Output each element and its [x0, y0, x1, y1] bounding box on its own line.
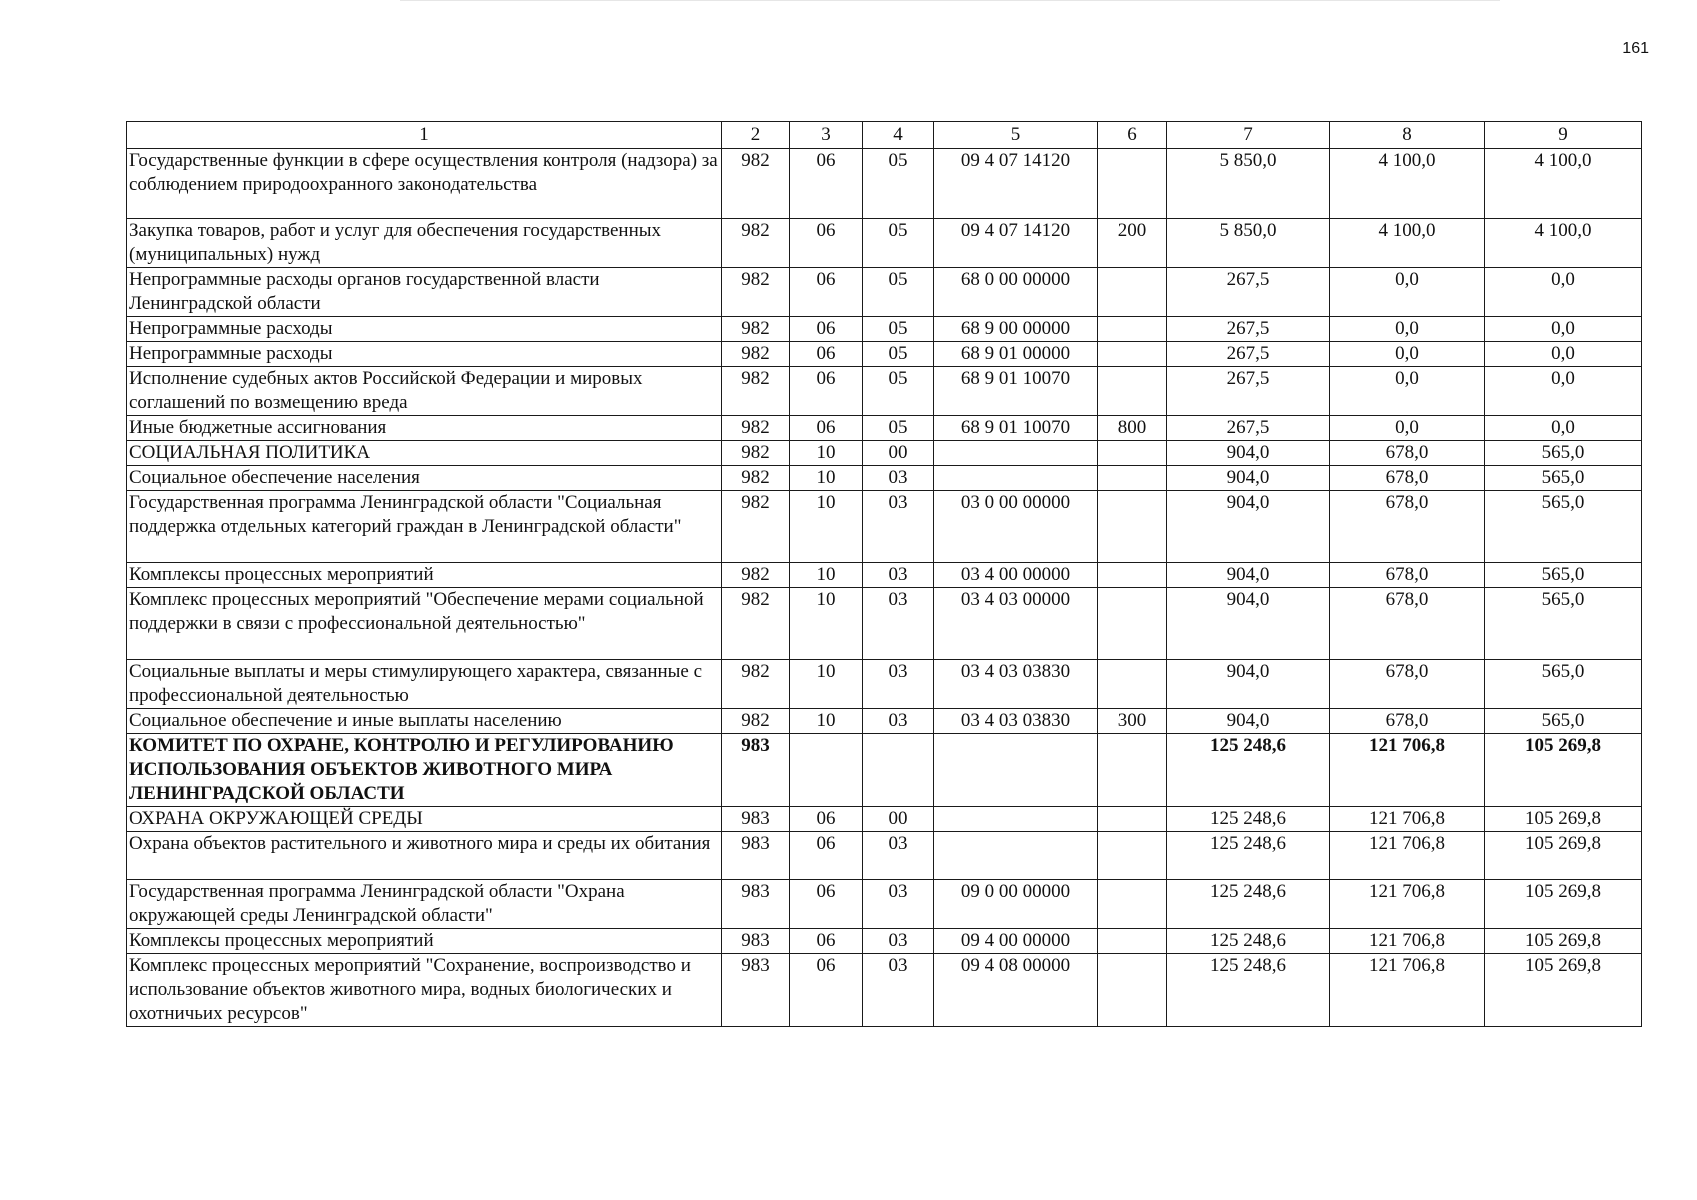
header-cell: 5 [934, 122, 1098, 149]
table-row [127, 954, 1642, 1027]
row-value-year2: 121 706,8 [1330, 807, 1485, 832]
table-row [127, 268, 1642, 317]
row-target-article: 03 4 03 00000 [934, 588, 1098, 660]
row-value-year1: 5 850,0 [1167, 149, 1330, 219]
row-value-year1: 267,5 [1167, 342, 1330, 367]
table-row [127, 929, 1642, 954]
table-row [127, 416, 1642, 441]
row-value-year1: 125 248,6 [1167, 807, 1330, 832]
row-value-year3: 0,0 [1485, 342, 1642, 367]
row-expense-type [1098, 491, 1167, 563]
row-name: Комплекс процессных мероприятий "Сохранение, воспроизводство и использование объектов животного мира, водных биологических и охотничьих ресурсов" [127, 954, 722, 1027]
row-name: Комплексы процессных мероприятий [127, 563, 722, 588]
row-value-year3: 105 269,8 [1485, 807, 1642, 832]
header-cell: 3 [790, 122, 863, 149]
row-name: СОЦИАЛЬНАЯ ПОЛИТИКА [127, 441, 722, 466]
row-name: Комплексы процессных мероприятий [127, 929, 722, 954]
row-expense-type [1098, 807, 1167, 832]
row-expense-type [1098, 441, 1167, 466]
row-admin-code: 982 [722, 367, 790, 416]
row-target-article: 68 9 00 00000 [934, 317, 1098, 342]
row-value-year2: 121 706,8 [1330, 880, 1485, 929]
row-target-article [934, 832, 1098, 880]
row-value-year2: 0,0 [1330, 268, 1485, 317]
row-target-article: 68 9 01 00000 [934, 342, 1098, 367]
row-target-article: 09 0 00 00000 [934, 880, 1098, 929]
row-value-year3: 105 269,8 [1485, 832, 1642, 880]
row-target-article: 03 0 00 00000 [934, 491, 1098, 563]
row-value-year1: 267,5 [1167, 317, 1330, 342]
table-row [127, 219, 1642, 268]
row-value-year3: 0,0 [1485, 317, 1642, 342]
row-value-year3: 565,0 [1485, 491, 1642, 563]
row-value-year1: 267,5 [1167, 268, 1330, 317]
row-target-article: 09 4 07 14120 [934, 219, 1098, 268]
row-value-year1: 904,0 [1167, 660, 1330, 709]
row-expense-type [1098, 734, 1167, 807]
row-section: 10 [790, 491, 863, 563]
row-subsection: 03 [863, 563, 934, 588]
table-row [127, 491, 1642, 563]
table-row [127, 709, 1642, 734]
row-subsection: 03 [863, 832, 934, 880]
row-target-article [934, 807, 1098, 832]
row-expense-type [1098, 563, 1167, 588]
header-cell: 4 [863, 122, 934, 149]
row-value-year3: 565,0 [1485, 466, 1642, 491]
row-admin-code: 982 [722, 342, 790, 367]
row-admin-code: 982 [722, 219, 790, 268]
row-admin-code: 982 [722, 709, 790, 734]
row-value-year1: 904,0 [1167, 466, 1330, 491]
row-section: 06 [790, 416, 863, 441]
row-expense-type: 300 [1098, 709, 1167, 734]
table-row [127, 734, 1642, 807]
table-row [127, 660, 1642, 709]
row-subsection: 05 [863, 149, 934, 219]
row-value-year1: 125 248,6 [1167, 929, 1330, 954]
row-section: 06 [790, 219, 863, 268]
row-subsection: 05 [863, 317, 934, 342]
row-target-article [934, 441, 1098, 466]
table-row [127, 367, 1642, 416]
table-row [127, 149, 1642, 219]
row-value-year2: 121 706,8 [1330, 832, 1485, 880]
row-admin-code: 982 [722, 149, 790, 219]
row-value-year3: 4 100,0 [1485, 149, 1642, 219]
row-target-article: 09 4 08 00000 [934, 954, 1098, 1027]
row-target-article [934, 466, 1098, 491]
row-admin-code: 982 [722, 416, 790, 441]
row-value-year1: 125 248,6 [1167, 954, 1330, 1027]
row-admin-code: 982 [722, 660, 790, 709]
row-value-year2: 678,0 [1330, 491, 1485, 563]
header-row [127, 122, 1642, 149]
row-subsection: 05 [863, 367, 934, 416]
row-value-year3: 565,0 [1485, 709, 1642, 734]
row-subsection [863, 734, 934, 807]
row-value-year3: 105 269,8 [1485, 954, 1642, 1027]
row-subsection: 00 [863, 807, 934, 832]
row-value-year1: 125 248,6 [1167, 832, 1330, 880]
row-section: 10 [790, 588, 863, 660]
row-section: 10 [790, 441, 863, 466]
row-subsection: 03 [863, 880, 934, 929]
row-value-year2: 678,0 [1330, 441, 1485, 466]
row-admin-code: 983 [722, 954, 790, 1027]
row-section: 06 [790, 807, 863, 832]
row-value-year3: 4 100,0 [1485, 219, 1642, 268]
table-row [127, 807, 1642, 832]
row-subsection: 03 [863, 466, 934, 491]
row-subsection: 05 [863, 342, 934, 367]
row-section: 06 [790, 342, 863, 367]
row-value-year2: 4 100,0 [1330, 149, 1485, 219]
row-subsection: 03 [863, 954, 934, 1027]
budget-table [126, 121, 1642, 1027]
row-subsection: 05 [863, 219, 934, 268]
row-target-article: 68 0 00 00000 [934, 268, 1098, 317]
row-value-year2: 678,0 [1330, 660, 1485, 709]
row-target-article: 03 4 03 03830 [934, 660, 1098, 709]
row-subsection: 05 [863, 268, 934, 317]
row-expense-type [1098, 466, 1167, 491]
row-name: Государственные функции в сфере осуществления контроля (надзора) за соблюдением природоохранного законодательства [127, 149, 722, 219]
row-name: Исполнение судебных актов Российской Федерации и мировых соглашений по возмещению вреда [127, 367, 722, 416]
row-name: Охрана объектов растительного и животного мира и среды их обитания [127, 832, 722, 880]
row-section: 10 [790, 660, 863, 709]
row-name: Непрограммные расходы [127, 317, 722, 342]
row-name: Непрограммные расходы [127, 342, 722, 367]
row-expense-type [1098, 367, 1167, 416]
row-section: 06 [790, 317, 863, 342]
row-expense-type [1098, 149, 1167, 219]
row-value-year3: 105 269,8 [1485, 880, 1642, 929]
row-expense-type [1098, 588, 1167, 660]
row-value-year2: 121 706,8 [1330, 954, 1485, 1027]
row-name: ОХРАНА ОКРУЖАЮЩЕЙ СРЕДЫ [127, 807, 722, 832]
row-value-year3: 565,0 [1485, 588, 1642, 660]
row-target-article: 68 9 01 10070 [934, 416, 1098, 441]
row-value-year1: 267,5 [1167, 416, 1330, 441]
row-target-article: 03 4 03 03830 [934, 709, 1098, 734]
row-expense-type: 800 [1098, 416, 1167, 441]
row-value-year2: 678,0 [1330, 588, 1485, 660]
row-value-year1: 904,0 [1167, 588, 1330, 660]
row-admin-code: 982 [722, 466, 790, 491]
row-name: Государственная программа Ленинградской области "Охрана окружающей среды Ленинградской области" [127, 880, 722, 929]
row-value-year1: 125 248,6 [1167, 734, 1330, 807]
row-expense-type [1098, 660, 1167, 709]
row-expense-type [1098, 342, 1167, 367]
row-target-article: 68 9 01 10070 [934, 367, 1098, 416]
row-section: 06 [790, 954, 863, 1027]
row-section: 10 [790, 709, 863, 734]
row-admin-code: 982 [722, 588, 790, 660]
row-value-year2: 4 100,0 [1330, 219, 1485, 268]
table-body [127, 122, 1642, 1027]
row-subsection: 03 [863, 491, 934, 563]
row-section: 10 [790, 466, 863, 491]
row-admin-code: 982 [722, 268, 790, 317]
row-value-year1: 267,5 [1167, 367, 1330, 416]
row-subsection: 05 [863, 416, 934, 441]
row-value-year2: 121 706,8 [1330, 929, 1485, 954]
row-value-year3: 565,0 [1485, 563, 1642, 588]
row-value-year3: 565,0 [1485, 660, 1642, 709]
row-expense-type [1098, 832, 1167, 880]
row-name: КОМИТЕТ ПО ОХРАНЕ, КОНТРОЛЮ И РЕГУЛИРОВАНИЮ ИСПОЛЬЗОВАНИЯ ОБЪЕКТОВ ЖИВОТНОГО МИРА ЛЕНИНГРАДСКОЙ ОБЛАСТИ [127, 734, 722, 807]
row-name: Социальное обеспечение и иные выплаты населению [127, 709, 722, 734]
row-expense-type: 200 [1098, 219, 1167, 268]
table-row [127, 466, 1642, 491]
row-admin-code: 982 [722, 441, 790, 466]
header-cell: 6 [1098, 122, 1167, 149]
row-value-year2: 0,0 [1330, 367, 1485, 416]
row-value-year2: 121 706,8 [1330, 734, 1485, 807]
row-value-year1: 904,0 [1167, 441, 1330, 466]
row-expense-type [1098, 268, 1167, 317]
row-value-year1: 904,0 [1167, 563, 1330, 588]
row-subsection: 03 [863, 660, 934, 709]
row-section: 06 [790, 367, 863, 416]
table-row [127, 563, 1642, 588]
row-value-year2: 0,0 [1330, 342, 1485, 367]
row-admin-code: 982 [722, 563, 790, 588]
row-section [790, 734, 863, 807]
row-name: Социальные выплаты и меры стимулирующего характера, связанные с профессиональной деятельностью [127, 660, 722, 709]
table-row [127, 588, 1642, 660]
row-value-year1: 904,0 [1167, 709, 1330, 734]
row-expense-type [1098, 929, 1167, 954]
row-subsection: 03 [863, 588, 934, 660]
row-name: Социальное обеспечение населения [127, 466, 722, 491]
row-section: 06 [790, 268, 863, 317]
row-value-year3: 565,0 [1485, 441, 1642, 466]
row-name: Государственная программа Ленинградской области "Социальная поддержка отдельных категорий граждан в Ленинградской области" [127, 491, 722, 563]
row-target-article: 03 4 00 00000 [934, 563, 1098, 588]
row-target-article: 09 4 07 14120 [934, 149, 1098, 219]
header-cell: 1 [127, 122, 722, 149]
row-section: 06 [790, 149, 863, 219]
page-number: 161 [1622, 40, 1649, 57]
row-value-year3: 105 269,8 [1485, 929, 1642, 954]
row-expense-type [1098, 954, 1167, 1027]
row-value-year3: 0,0 [1485, 416, 1642, 441]
row-name: Непрограммные расходы органов государственной власти Ленинградской области [127, 268, 722, 317]
row-name: Закупка товаров, работ и услуг для обеспечения государственных (муниципальных) нужд [127, 219, 722, 268]
row-target-article [934, 734, 1098, 807]
header-cell: 8 [1330, 122, 1485, 149]
row-admin-code: 982 [722, 491, 790, 563]
row-section: 06 [790, 929, 863, 954]
row-value-year2: 678,0 [1330, 709, 1485, 734]
header-cell: 2 [722, 122, 790, 149]
row-admin-code: 983 [722, 880, 790, 929]
table-row [127, 832, 1642, 880]
row-admin-code: 983 [722, 832, 790, 880]
row-admin-code: 982 [722, 317, 790, 342]
row-name: Иные бюджетные ассигнования [127, 416, 722, 441]
row-admin-code: 983 [722, 734, 790, 807]
header-cell: 7 [1167, 122, 1330, 149]
row-admin-code: 983 [722, 807, 790, 832]
row-section: 06 [790, 832, 863, 880]
row-value-year2: 0,0 [1330, 317, 1485, 342]
row-value-year1: 125 248,6 [1167, 880, 1330, 929]
row-admin-code: 983 [722, 929, 790, 954]
row-value-year1: 5 850,0 [1167, 219, 1330, 268]
row-name: Комплекс процессных мероприятий "Обеспечение мерами социальной поддержки в связи с профессиональной деятельностью" [127, 588, 722, 660]
row-value-year2: 0,0 [1330, 416, 1485, 441]
row-target-article: 09 4 00 00000 [934, 929, 1098, 954]
row-value-year3: 0,0 [1485, 367, 1642, 416]
row-section: 10 [790, 563, 863, 588]
row-subsection: 03 [863, 929, 934, 954]
row-value-year3: 0,0 [1485, 268, 1642, 317]
scan-edge-line [400, 0, 1500, 1]
row-value-year1: 904,0 [1167, 491, 1330, 563]
header-cell: 9 [1485, 122, 1642, 149]
table-row [127, 441, 1642, 466]
row-section: 06 [790, 880, 863, 929]
table-row [127, 342, 1642, 367]
row-expense-type [1098, 317, 1167, 342]
row-value-year2: 678,0 [1330, 563, 1485, 588]
table-row [127, 880, 1642, 929]
table-row [127, 317, 1642, 342]
row-subsection: 03 [863, 709, 934, 734]
row-expense-type [1098, 880, 1167, 929]
row-subsection: 00 [863, 441, 934, 466]
row-value-year2: 678,0 [1330, 466, 1485, 491]
row-value-year3: 105 269,8 [1485, 734, 1642, 807]
